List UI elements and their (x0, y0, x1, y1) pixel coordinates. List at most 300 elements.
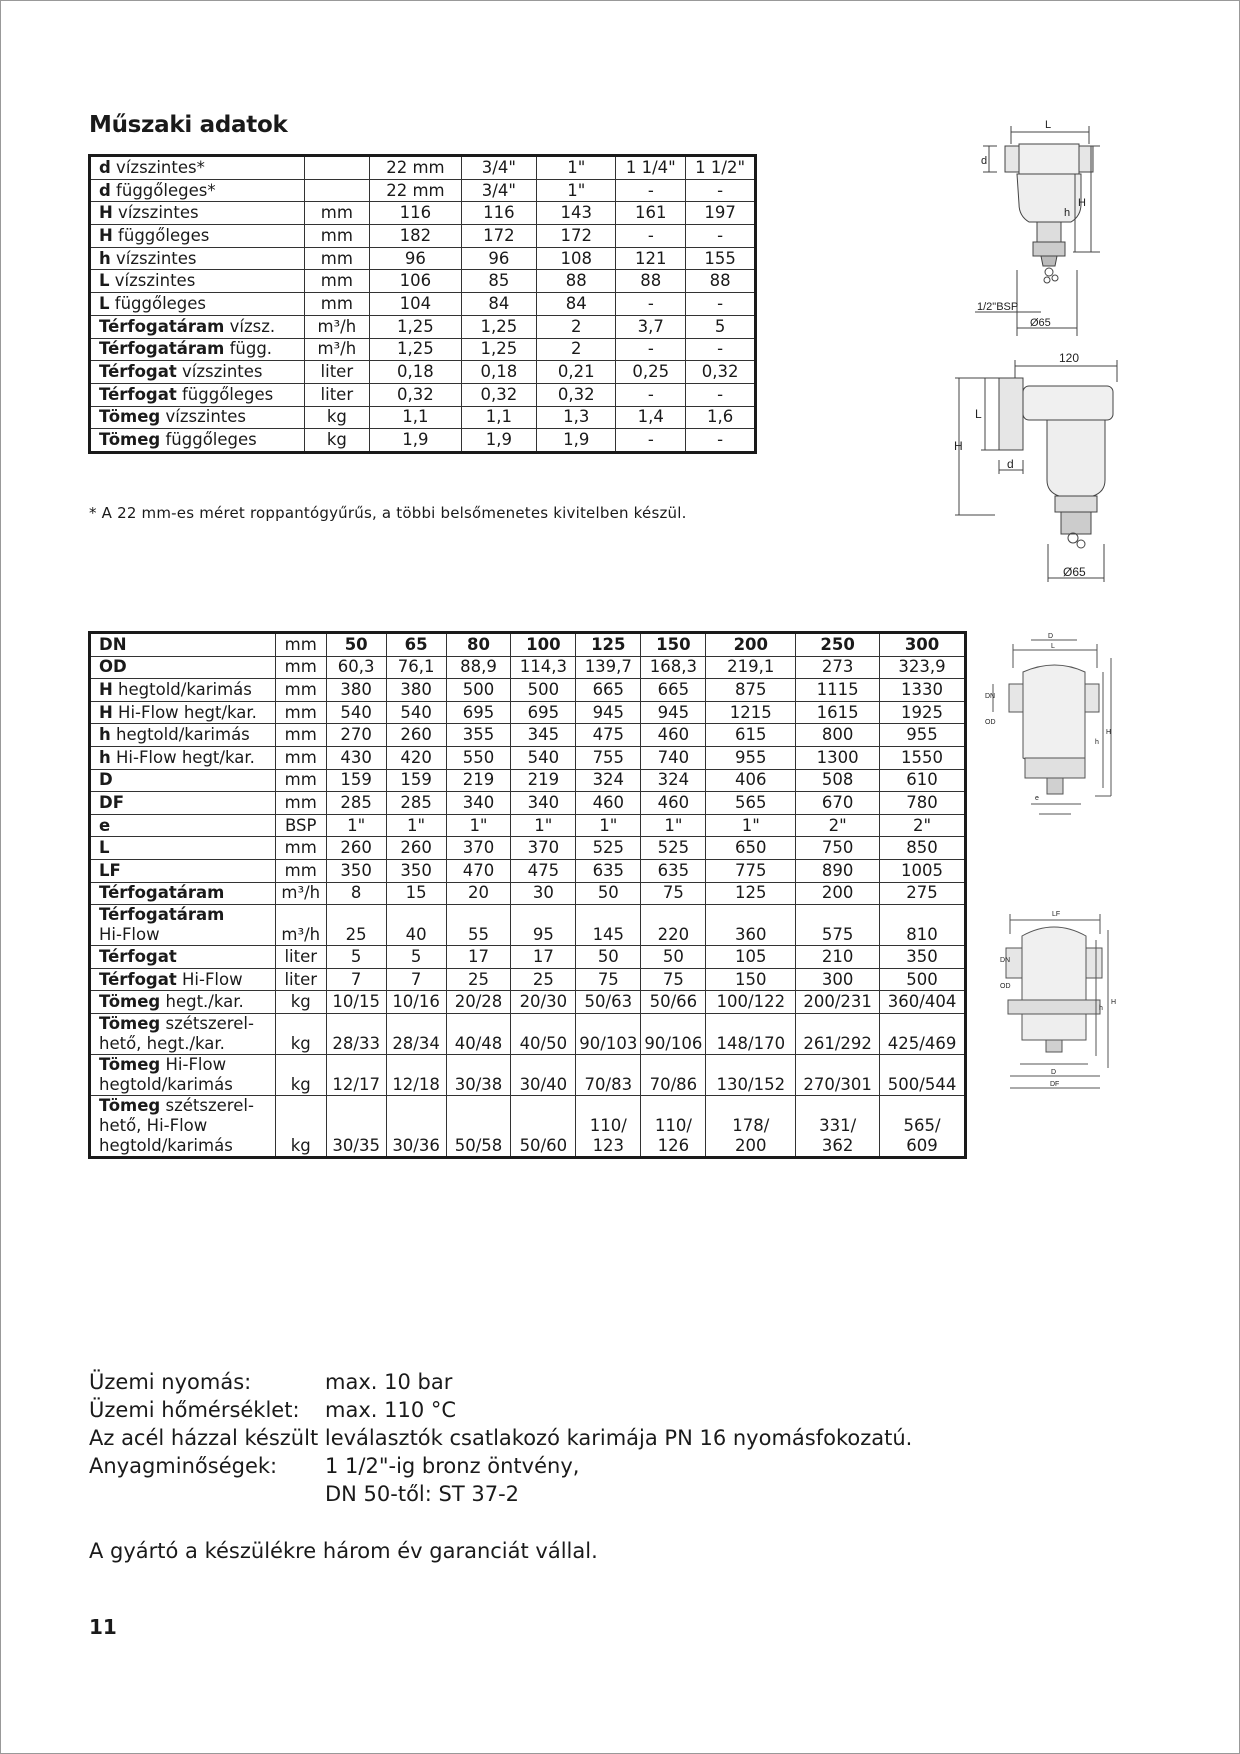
drawing-small-horizontal (955, 350, 1120, 585)
value-cell: 22 mm (370, 179, 462, 202)
value-cell: 475 (511, 859, 576, 882)
row-label: L függőleges (90, 293, 305, 316)
value-cell: 22 mm (370, 156, 462, 180)
value-cell: 105 (706, 946, 796, 969)
value-cell: 116 (461, 202, 536, 225)
value-cell: 200/231 (796, 991, 880, 1014)
value-cell: 121 (616, 247, 686, 270)
value-cell: 40/50 (511, 1013, 576, 1054)
row-label: Térfogat Hi-Flow (90, 968, 276, 991)
row-label: Térfogatáram függ. (90, 338, 305, 361)
value-cell: 1,25 (461, 315, 536, 338)
value-cell: 1" (537, 179, 616, 202)
value-cell: 360 (706, 905, 796, 946)
value-cell: 60,3 (326, 656, 386, 679)
table-row (90, 1095, 966, 1157)
value-cell: 750 (796, 837, 880, 860)
value-cell: 350 (386, 859, 446, 882)
value-cell: 15 (386, 882, 446, 905)
value-cell: 500 (446, 679, 511, 702)
value-cell: - (616, 338, 686, 361)
row-label: H vízszintes (90, 202, 305, 225)
value-cell: 380 (326, 679, 386, 702)
value-cell: 740 (641, 746, 706, 769)
table-row (90, 156, 756, 180)
value-cell: 1,25 (370, 338, 462, 361)
unit-cell: liter (275, 946, 326, 969)
value-cell: 182 (370, 225, 462, 248)
value-cell: 50 (576, 946, 641, 969)
value-cell: 110/ 123 (576, 1095, 641, 1157)
value-cell: 12/17 (326, 1054, 386, 1095)
row-label: Térfogatáram Hi-Flow (90, 905, 276, 946)
value-cell: 945 (576, 701, 641, 724)
value-cell: 470 (446, 859, 511, 882)
info-line-temperature: Üzemi hőmérséklet: max. 110 °C (89, 1398, 457, 1422)
value-cell: 323,9 (880, 656, 966, 679)
value-cell: 75 (641, 968, 706, 991)
dim-L-label: L (1051, 643, 1055, 650)
value-cell: 1" (576, 814, 641, 837)
value-cell: 610 (880, 769, 966, 792)
value-cell: 508 (796, 769, 880, 792)
value-cell: 775 (706, 859, 796, 882)
value-cell: 50/63 (576, 991, 641, 1014)
row-label: DF (90, 792, 276, 815)
value-cell: 565/ 609 (880, 1095, 966, 1157)
value-cell: - (686, 179, 756, 202)
value-cell: 850 (880, 837, 966, 860)
value-cell: 0,32 (370, 383, 462, 406)
value-cell: 3/4" (461, 179, 536, 202)
value-cell: 55 (446, 905, 511, 946)
value-cell: 695 (446, 701, 511, 724)
table-row (90, 882, 966, 905)
value-cell: 565 (706, 792, 796, 815)
value-cell: 340 (446, 792, 511, 815)
value-cell: 25 (446, 968, 511, 991)
unit-cell: kg (304, 406, 370, 429)
value-cell: 1215 (706, 701, 796, 724)
unit-cell: kg (275, 991, 326, 1014)
value-cell: 40 (386, 905, 446, 946)
dim-L-label: L (1045, 119, 1052, 131)
value-cell: 200 (796, 882, 880, 905)
unit-cell: mm (304, 293, 370, 316)
value-cell: 270 (326, 724, 386, 747)
value-cell: 1,9 (461, 429, 536, 453)
value-cell: 500/544 (880, 1054, 966, 1095)
value-cell: 0,32 (461, 383, 536, 406)
value-cell: 1" (537, 156, 616, 180)
value-cell: 75 (576, 968, 641, 991)
unit-cell: mm (275, 837, 326, 860)
unit-cell: mm (275, 679, 326, 702)
small-spec-table (88, 154, 757, 454)
value-cell: 84 (461, 293, 536, 316)
unit-cell: liter (275, 968, 326, 991)
value-cell: 130/152 (706, 1054, 796, 1095)
value-cell: 1,25 (461, 338, 536, 361)
value-cell: 28/34 (386, 1013, 446, 1054)
value-cell: 25 (326, 905, 386, 946)
value-cell: 200 (706, 633, 796, 657)
value-cell: 84 (537, 293, 616, 316)
value-cell: 955 (880, 724, 966, 747)
value-cell: 1 1/4" (616, 156, 686, 180)
value-cell: 0,25 (616, 361, 686, 384)
table-row (90, 656, 966, 679)
value-cell: 1550 (880, 746, 966, 769)
dim-H-label: H (1111, 999, 1117, 1006)
value-cell: 0,32 (686, 361, 756, 384)
table-row (90, 429, 756, 453)
unit-cell: mm (275, 746, 326, 769)
value-cell: 1925 (880, 701, 966, 724)
row-label: Tömeg szétszerel- hető, Hi-Flow hegtold/karimás (90, 1095, 276, 1157)
table-row (90, 769, 966, 792)
value-cell: 2" (796, 814, 880, 837)
table-row (90, 701, 966, 724)
value-cell: - (616, 179, 686, 202)
unit-cell: mm (275, 633, 326, 657)
unit-cell: mm (304, 225, 370, 248)
value-cell: 575 (796, 905, 880, 946)
value-cell: 17 (511, 946, 576, 969)
unit-cell: m³/h (304, 338, 370, 361)
value-cell: 30 (511, 882, 576, 905)
row-label: Térfogat (90, 946, 276, 969)
row-label: h Hi-Flow hegt/kar. (90, 746, 276, 769)
value-cell: 800 (796, 724, 880, 747)
row-label: h vízszintes (90, 247, 305, 270)
value-cell: 65 (386, 633, 446, 657)
value-cell: 50/60 (511, 1095, 576, 1157)
value-cell: 525 (641, 837, 706, 860)
table-row (90, 792, 966, 815)
value-cell: 2" (880, 814, 966, 837)
value-cell: 106 (370, 270, 462, 293)
dim-DN-label: DN (985, 693, 996, 700)
unit-cell: kg (304, 429, 370, 453)
value-cell: 145 (576, 905, 641, 946)
value-cell: 285 (326, 792, 386, 815)
value-cell: - (616, 383, 686, 406)
value-cell: 3,7 (616, 315, 686, 338)
value-cell: 159 (326, 769, 386, 792)
value-cell: 270/301 (796, 1054, 880, 1095)
unit-cell: mm (275, 724, 326, 747)
value-cell: 540 (511, 746, 576, 769)
dim-d-label: d (1007, 457, 1014, 471)
value-cell: 540 (326, 701, 386, 724)
dim-OD-label: OD (1000, 983, 1011, 990)
value-cell: 260 (386, 837, 446, 860)
value-cell: 20 (446, 882, 511, 905)
value-cell: 148/170 (706, 1013, 796, 1054)
dim-D-label: D (1051, 1069, 1057, 1076)
dim-e-label: e (1035, 795, 1039, 802)
value-cell: 90/103 (576, 1013, 641, 1054)
row-label: LF (90, 859, 276, 882)
dim-dia-label: Ø65 (1030, 317, 1051, 329)
unit-cell: kg (275, 1013, 326, 1054)
unit-cell: kg (275, 1095, 326, 1157)
page-heading: Műszaki adatok (89, 112, 288, 138)
value-cell: 370 (446, 837, 511, 860)
value-cell: 350 (326, 859, 386, 882)
info-line-pressure: Üzemi nyomás: max. 10 bar (89, 1370, 453, 1394)
table-row (90, 724, 966, 747)
value-cell: 260 (386, 724, 446, 747)
value-cell: 178/ 200 (706, 1095, 796, 1157)
value-cell: 70/83 (576, 1054, 641, 1095)
value-cell: 430 (326, 746, 386, 769)
value-cell: 50 (326, 633, 386, 657)
value-cell: 331/ 362 (796, 1095, 880, 1157)
row-label: L vízszintes (90, 270, 305, 293)
dim-h-label: h (1064, 207, 1071, 219)
value-cell: 1" (706, 814, 796, 837)
value-cell: 50 (576, 882, 641, 905)
table-row (90, 293, 756, 316)
value-cell: 300 (796, 968, 880, 991)
value-cell: 1" (446, 814, 511, 837)
value-cell: - (616, 293, 686, 316)
large-spec-table (88, 631, 967, 1159)
value-cell: 350 (880, 946, 966, 969)
value-cell: - (686, 429, 756, 453)
info-line-flange: Az acél házzal készült leválasztók csatlakozó karimája PN 16 nyomásfokozatú. (89, 1426, 913, 1450)
value-cell: 1" (511, 814, 576, 837)
value-cell: 5 (386, 946, 446, 969)
value-cell: 2 (537, 338, 616, 361)
unit-cell: kg (275, 1054, 326, 1095)
row-label: H hegtold/karimás (90, 679, 276, 702)
value-cell: 1005 (880, 859, 966, 882)
row-label: H függőleges (90, 225, 305, 248)
row-label: Térfogatáram (90, 882, 276, 905)
unit-cell: mm (275, 792, 326, 815)
value-cell: 150 (641, 633, 706, 657)
value-cell: 110/ 126 (641, 1095, 706, 1157)
value-cell: 0,21 (537, 361, 616, 384)
row-label: Tömeg függőleges (90, 429, 305, 453)
value-cell: 50/66 (641, 991, 706, 1014)
table-row (90, 746, 966, 769)
value-cell: 8 (326, 882, 386, 905)
value-cell: 96 (461, 247, 536, 270)
unit-cell: mm (304, 202, 370, 225)
value-cell: 25 (511, 968, 576, 991)
value-cell: 1 1/2" (686, 156, 756, 180)
table-row (90, 270, 756, 293)
value-cell: 28/33 (326, 1013, 386, 1054)
table-row (90, 247, 756, 270)
value-cell: 219,1 (706, 656, 796, 679)
table-row (90, 338, 756, 361)
value-cell: 945 (641, 701, 706, 724)
table-row (90, 859, 966, 882)
page-number: 11 (89, 1615, 117, 1639)
value-cell: 250 (796, 633, 880, 657)
value-cell: 100 (511, 633, 576, 657)
drawing-large-standard (985, 628, 1115, 818)
value-cell: 670 (796, 792, 880, 815)
value-cell: 406 (706, 769, 796, 792)
dim-H-label: H (954, 439, 963, 453)
value-cell: 95 (511, 905, 576, 946)
value-cell: 360/404 (880, 991, 966, 1014)
value-cell: 260 (326, 837, 386, 860)
table-row (90, 406, 756, 429)
value-cell: 340 (511, 792, 576, 815)
value-cell: 1,25 (370, 315, 462, 338)
dim-bsp-label: 1/2"BSP (977, 301, 1019, 313)
row-label: Térfogatáram vízsz. (90, 315, 305, 338)
table-row (90, 1013, 966, 1054)
dim-d-label: d (981, 155, 988, 167)
unit-cell: mm (275, 769, 326, 792)
value-cell: 1,1 (370, 406, 462, 429)
value-cell: 500 (511, 679, 576, 702)
unit-cell: mm (275, 701, 326, 724)
value-cell: 168,3 (641, 656, 706, 679)
value-cell: 635 (576, 859, 641, 882)
table-row (90, 968, 966, 991)
value-cell: 125 (576, 633, 641, 657)
value-cell: 324 (641, 769, 706, 792)
table-row (90, 383, 756, 406)
value-cell: 10/15 (326, 991, 386, 1014)
value-cell: 370 (511, 837, 576, 860)
value-cell: 1,1 (461, 406, 536, 429)
dim-H-label: H (1106, 729, 1112, 736)
row-label: OD (90, 656, 276, 679)
value-cell: 88 (537, 270, 616, 293)
operating-info (89, 1368, 912, 1508)
value-cell: 540 (386, 701, 446, 724)
value-cell: 261/292 (796, 1013, 880, 1054)
value-cell: 475 (576, 724, 641, 747)
dim-DN-label: DN (1000, 957, 1011, 964)
value-cell: 1,9 (537, 429, 616, 453)
value-cell: 104 (370, 293, 462, 316)
value-cell: 159 (386, 769, 446, 792)
dim-h-label: h (1095, 739, 1099, 746)
table-row (90, 361, 756, 384)
value-cell: 755 (576, 746, 641, 769)
value-cell: 75 (641, 882, 706, 905)
value-cell: 7 (326, 968, 386, 991)
value-cell: 0,18 (370, 361, 462, 384)
value-cell: 425/469 (880, 1013, 966, 1054)
row-label: D (90, 769, 276, 792)
value-cell: 355 (446, 724, 511, 747)
value-cell: 5 (326, 946, 386, 969)
value-cell: 143 (537, 202, 616, 225)
value-cell: 100/122 (706, 991, 796, 1014)
value-cell: 285 (386, 792, 446, 815)
value-cell: 50 (641, 946, 706, 969)
value-cell: 108 (537, 247, 616, 270)
value-cell: - (686, 225, 756, 248)
value-cell: 96 (370, 247, 462, 270)
value-cell: 40/48 (446, 1013, 511, 1054)
value-cell: 695 (511, 701, 576, 724)
unit-cell: m³/h (275, 905, 326, 946)
value-cell: 88 (686, 270, 756, 293)
footnote: * A 22 mm-es méret roppantógyűrűs, a többi belsőmenetes kivitelben készül. (89, 504, 687, 522)
value-cell: 500 (880, 968, 966, 991)
value-cell: 30/35 (326, 1095, 386, 1157)
value-cell: 88,9 (446, 656, 511, 679)
table-row (90, 1054, 966, 1095)
row-label: Tömeg vízszintes (90, 406, 305, 429)
value-cell: 550 (446, 746, 511, 769)
value-cell: 380 (386, 679, 446, 702)
value-cell: 20/30 (511, 991, 576, 1014)
table-row (90, 202, 756, 225)
unit-cell (304, 156, 370, 180)
table-row (90, 679, 966, 702)
warranty-text: A gyártó a készülékre három év garanciát vállal. (89, 1539, 598, 1563)
value-cell: 150 (706, 968, 796, 991)
value-cell: 139,7 (576, 656, 641, 679)
unit-cell: mm (304, 270, 370, 293)
value-cell: 324 (576, 769, 641, 792)
unit-cell: mm (275, 656, 326, 679)
value-cell: 30/36 (386, 1095, 446, 1157)
value-cell: 665 (576, 679, 641, 702)
value-cell: 1,6 (686, 406, 756, 429)
value-cell: 1,9 (370, 429, 462, 453)
drawing-large-hiflow (1000, 904, 1120, 1099)
table-row (90, 946, 966, 969)
value-cell: 3/4" (461, 156, 536, 180)
value-cell: 161 (616, 202, 686, 225)
value-cell: 80 (446, 633, 511, 657)
value-cell: 219 (511, 769, 576, 792)
dim-OD-label: OD (985, 719, 996, 726)
dim-h-label: h (1099, 1005, 1103, 1012)
dim-LF-label: LF (1052, 911, 1061, 918)
value-cell: 90/106 (641, 1013, 706, 1054)
row-label: Tömeg Hi-Flow hegtold/karimás (90, 1054, 276, 1095)
value-cell: 615 (706, 724, 796, 747)
value-cell: 76,1 (386, 656, 446, 679)
value-cell: 116 (370, 202, 462, 225)
unit-cell: liter (304, 383, 370, 406)
value-cell: 5 (686, 315, 756, 338)
value-cell: 273 (796, 656, 880, 679)
value-cell: 7 (386, 968, 446, 991)
value-cell: 1615 (796, 701, 880, 724)
table-row (90, 225, 756, 248)
unit-cell: mm (304, 247, 370, 270)
value-cell: 50/58 (446, 1095, 511, 1157)
value-cell: 635 (641, 859, 706, 882)
value-cell: 1115 (796, 679, 880, 702)
row-label: d függőleges* (90, 179, 305, 202)
value-cell: 220 (641, 905, 706, 946)
value-cell: - (686, 338, 756, 361)
row-label: Tömeg hegt./kar. (90, 991, 276, 1014)
unit-cell: liter (304, 361, 370, 384)
value-cell: 0,18 (461, 361, 536, 384)
row-label: Tömeg szétszerel- hető, hegt./kar. (90, 1013, 276, 1054)
value-cell: 810 (880, 905, 966, 946)
